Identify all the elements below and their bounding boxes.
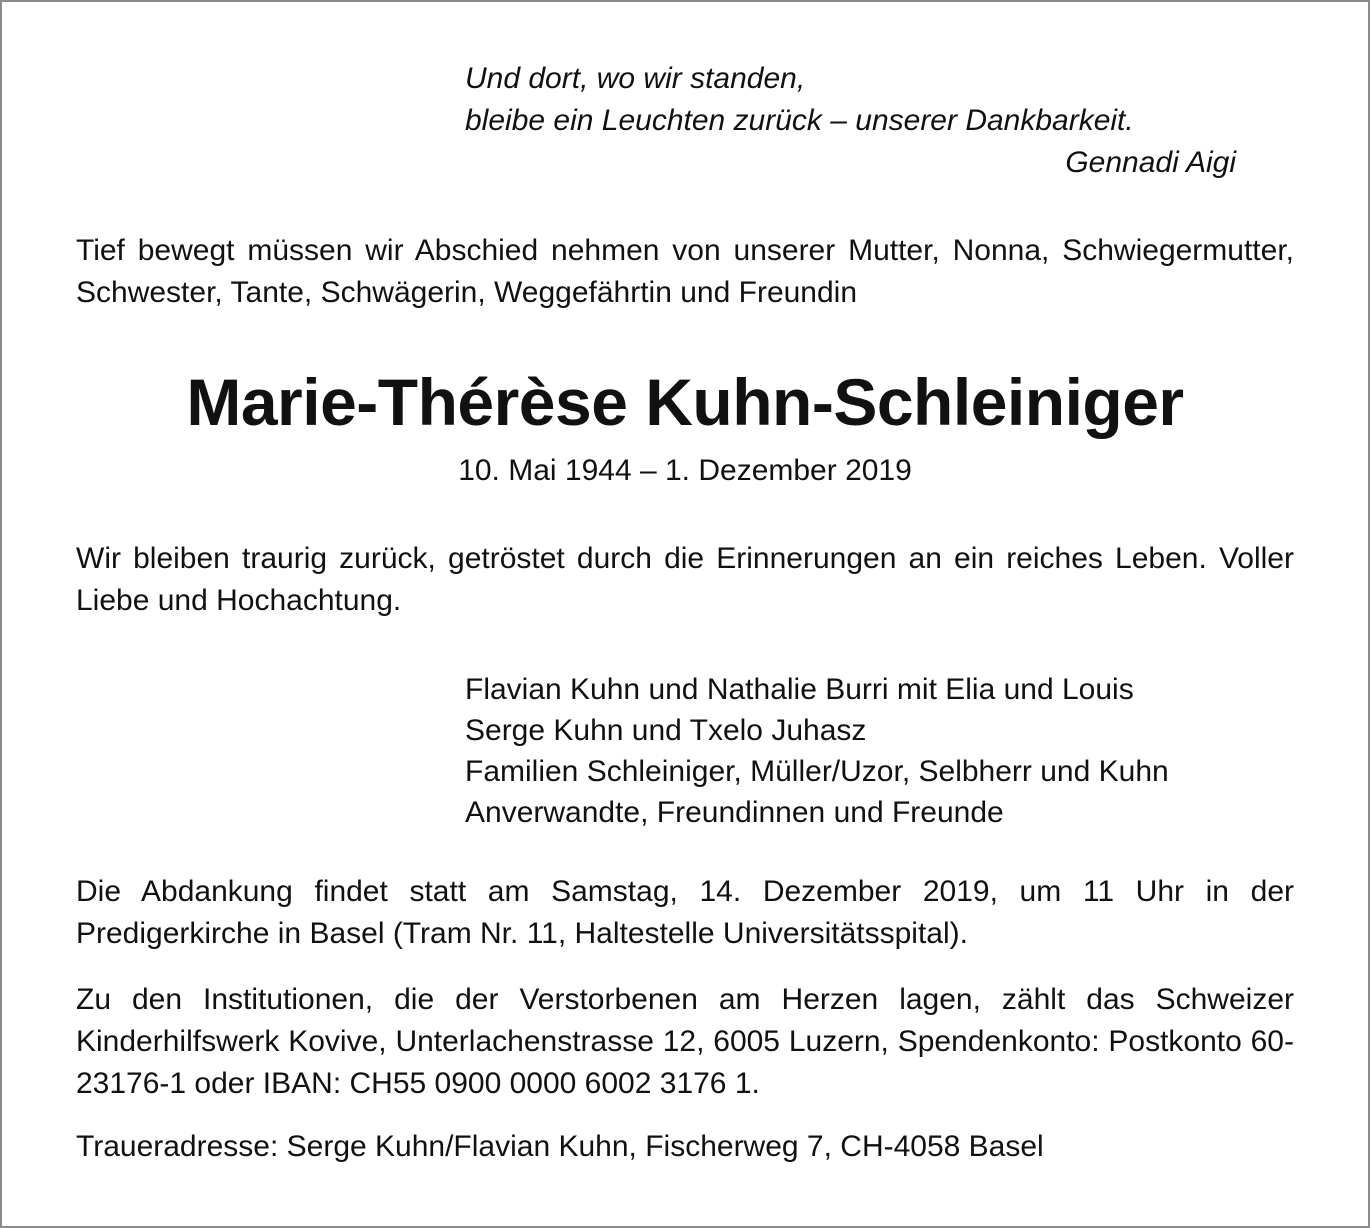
epigraph-line: Und dort, wo wir standen,: [465, 62, 806, 95]
mourner-entry: Familien Schleiniger, Müller/Uzor, Selbherr und Kuhn: [465, 755, 1169, 788]
mourner-entry: Anverwandte, Freundinnen und Freunde: [465, 796, 1004, 829]
epigraph: [465, 58, 1285, 184]
mourner-entry: Serge Kuhn und Txelo Juhasz: [465, 714, 867, 747]
epigraph-line: bleibe ein Leuchten zurück – unserer Dankbarkeit.: [465, 104, 1134, 137]
charity-text: Zu den Institutionen, die der Verstorbenen am Herzen lagen, zählt das Schweizer Kinderhilfswerk Kovive, Unterlachenstrasse 12, 6005 Luzern, Spendenkonto: Postkonto 60-23176-1 oder IBAN: CH55 0900 0000 6002 3176 1.: [76, 983, 1294, 1100]
mourning-address: Traueradresse: Serge Kuhn/Flavian Kuhn, Fischerweg 7, CH-4058 Basel: [76, 1130, 1044, 1163]
mourners-list: [465, 669, 1305, 833]
mourner-entry: Flavian Kuhn und Nathalie Burri mit Elia und Louis: [465, 673, 1134, 706]
remembrance-text: Wir bleiben traurig zurück, getröstet durch die Erinnerungen an ein reiches Leben. Voller Liebe und Hochachtung.: [76, 542, 1294, 617]
ceremony-text: Die Abdankung findet statt am Samstag, 14. Dezember 2019, um 11 Uhr in der Predigerkirche in Basel (Tram Nr. 11, Haltestelle Universitätsspital).: [76, 875, 1294, 950]
life-dates: 10. Mai 1944 – 1. Dezember 2019: [458, 454, 912, 487]
epigraph-author: Gennadi Aigi: [1065, 146, 1236, 179]
deceased-name: Marie-Thérèse Kuhn-Schleiniger: [186, 365, 1184, 439]
intro-text: Tief bewegt müssen wir Abschied nehmen von unserer Mutter, Nonna, Schwiegermutter, Schwester, Tante, Schwägerin, Weggefährtin und Freundin: [76, 234, 1294, 309]
